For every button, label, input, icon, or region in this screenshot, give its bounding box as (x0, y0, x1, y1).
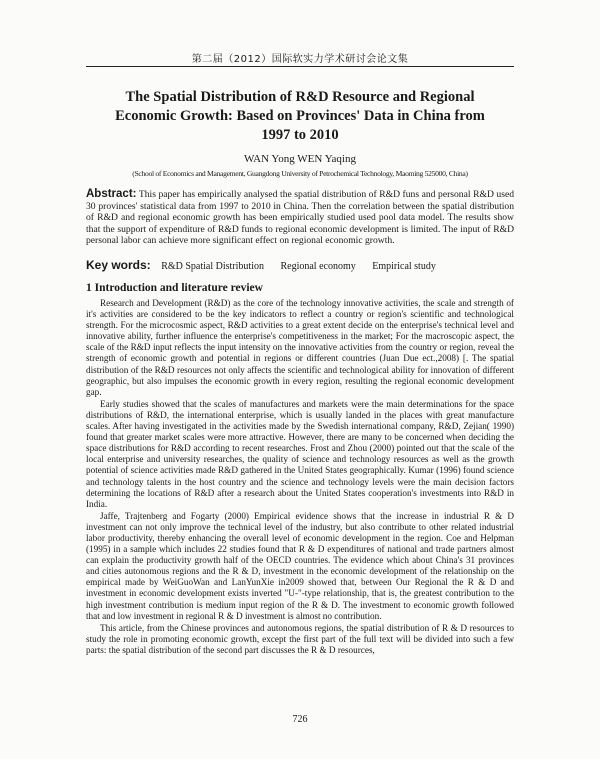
page-number: 726 (292, 714, 308, 725)
body-paragraph: Early studies showed that the scales of manufactures and markets were the main determinations for the space distributions of R&D, the international enterprise, which is usually landed in the places with great manufacture scales. After having investigated in the activities made by the Swedish international company, R&D, Zejian( 1990) found that greater market scales were more attractive. However, there are many to be concerned when deciding the space distributions for R&D according to recent researches. Frost and Zhou (2000) pointed out that the scale of the local enterprise and university researches, the quality of science and technology resources as well as the growth potential of science activities made R&D gathered in the United States geographically. Kumar (1996) found science and technology talents in the host country and the science and technology levels were the main decision factors determining the locations of R&D after a research about the United States cooperation's investments into R&D in India. (86, 398, 514, 509)
abstract-label: Abstract: (86, 188, 137, 200)
body-paragraph: Jaffe, Trajtenberg and Fogarty (2000) Empirical evidence shows that the increase in industrial R & D investment can not only improve the technical level of the industry, but also contribute to other related industrial labor productivity, thereby enhancing the overall level of economic development in the region. Coe and Helpman (1995) in a sample which includes 22 studies found that R & D expenditures of national and trade partners almost can explain the productivity growth half of the OECD countries. The evidence which about China's 31 provinces and cities autonomous regions and the R & D, investment in the economic development of the relationship on the empirical made by WeiGuoWan and LanYunXie in2009 showed that, between Our Regional the R & D and investment in economic development exists inverted "U-"-type relationship, that is, the greatest contribution to the high investment contribution is medium input region of the R & D. The investment to economic growth followed that and low investment in regional R & D investment is almost no contribution. (86, 510, 514, 621)
keywords-line (86, 258, 514, 272)
body-paragraph: Research and Development (R&D) as the core of the technology innovative activities, the scale and strength of it's activities are considered to be the key indicators to reflect a country or region's scientific and technological strength. For the microcosmic aspect, R&D activities to a great extent decide on the enterprise's technical level and innovative ability, further influence the enterprise's competitiveness in the market; For the macroscopic aspect, the scale of the R&D input reflects the input intensity on the innovative activities from the country or region, reveal the strength of economic growth and potential in regions or different countries (Juan Due ect.,2008) [. The spatial distribution of the R&D resources not only affects the scientific and technological ability for innovation of different geographic, but also impulses the economic growth in every region, resulting the regional economic development gap. (86, 298, 514, 397)
body-text (86, 298, 514, 657)
keyword: Regional economy (280, 261, 356, 272)
paper-title: The Spatial Distribution of R&D Resource and Regional Economic Growth: Based on Provinces' Data in China from 1997 to 2010 (115, 89, 485, 143)
keywords-label: Key words: (86, 258, 151, 272)
abstract (86, 189, 514, 247)
abstract-text: This paper has empirically analysed the spatial distribution of R&D funs and personal R&D used 30 provinces' statistical data from 1997 to 2010 in China. Then the correlation between the spatial distribution of R&D and regional economic growth has been empirically studied used pool data model. The results show that the support of expenditure of R&D funds to regional economic development is limited. The input of R&D personal labor can achieve more significant effect on regional economic growth. (86, 189, 515, 247)
running-header: 第二届（2012）国际软实力学术研讨会论文集 (191, 54, 409, 65)
header-rule (86, 66, 514, 67)
section-heading: 1 Introduction and literature review (86, 282, 263, 294)
author-affiliation: (School of Economics and Management, Guangdong University of Petrochemical Technology, Maoming 525000, China) (132, 169, 468, 178)
keyword: R&D Spatial Distribution (161, 261, 264, 272)
body-paragraph: This article, from the Chinese provinces and autonomous regions, the spatial distribution of R & D resources to study the role in promoting economic growth, except the first part of the full text will be divided into such a few parts: the spatial distribution of the second part discusses the R & D resources, (86, 622, 514, 655)
keyword: Empirical study (372, 261, 436, 272)
paper-authors: WAN Yong WEN Yaqing (244, 153, 356, 165)
